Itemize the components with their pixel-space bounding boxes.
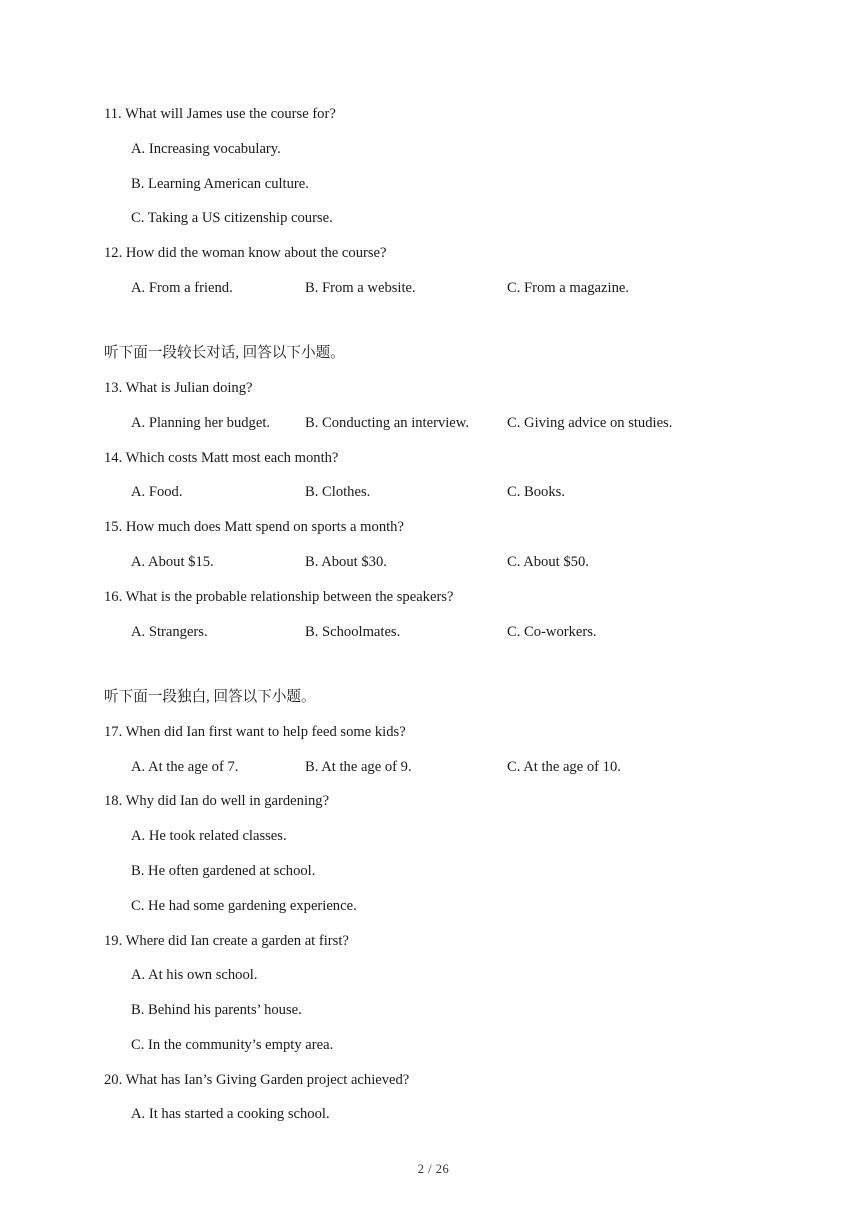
question-19-option-a: A. At his own school. (131, 967, 258, 983)
question-20-stem: 20. What has Ian’s Giving Garden project achieved? (104, 1072, 410, 1088)
question-12-option-c: C. From a magazine. (507, 280, 629, 296)
page-number: 2 / 26 (417, 1162, 450, 1176)
question-17-option-a: A. At the age of 7. (131, 759, 239, 775)
question-11-stem: 11. What will James use the course for? (104, 106, 336, 122)
section-instruction-dialogue: 听下面一段较长对话, 回答以下小题。 (104, 345, 345, 361)
question-14-option-b: B. Clothes. (305, 484, 371, 500)
question-12-option-b: B. From a website. (305, 280, 416, 296)
question-16-option-c: C. Co-workers. (507, 624, 597, 640)
question-12-option-a: A. From a friend. (131, 280, 233, 296)
question-17-option-b: B. At the age of 9. (305, 759, 412, 775)
question-16-option-a: A. Strangers. (131, 624, 208, 640)
question-16-stem: 16. What is the probable relationship between the speakers? (104, 589, 454, 605)
question-11-option-c: C. Taking a US citizenship course. (131, 210, 333, 226)
question-16-option-b: B. Schoolmates. (305, 624, 401, 640)
question-13-option-c: C. Giving advice on studies. (507, 415, 673, 431)
question-12-stem: 12. How did the woman know about the course? (104, 245, 387, 261)
question-15-stem: 15. How much does Matt spend on sports a month? (104, 519, 404, 535)
question-14-option-c: C. Books. (507, 484, 565, 500)
question-20-option-a: A. It has started a cooking school. (131, 1106, 330, 1122)
question-15-option-c: C. About $50. (507, 554, 589, 570)
question-18-option-b: B. He often gardened at school. (131, 863, 316, 879)
question-17-stem: 17. When did Ian first want to help feed some kids? (104, 724, 406, 740)
question-13-stem: 13. What is Julian doing? (104, 380, 253, 396)
section-instruction-monologue: 听下面一段独白, 回答以下小题。 (104, 689, 316, 705)
question-13-option-b: B. Conducting an interview. (305, 415, 470, 431)
question-18-option-a: A. He took related classes. (131, 828, 287, 844)
question-13-option-a: A. Planning her budget. (131, 415, 271, 431)
question-15-option-a: A. About $15. (131, 554, 214, 570)
question-19-option-c: C. In the community’s empty area. (131, 1037, 334, 1053)
question-11-option-a: A. Increasing vocabulary. (131, 141, 281, 157)
question-19-option-b: B. Behind his parents’ house. (131, 1002, 302, 1018)
question-14-stem: 14. Which costs Matt most each month? (104, 450, 339, 466)
question-11-option-b: B. Learning American culture. (131, 176, 309, 192)
question-14-option-a: A. Food. (131, 484, 183, 500)
question-15-option-b: B. About $30. (305, 554, 387, 570)
question-18-option-c: C. He had some gardening experience. (131, 898, 357, 914)
question-19-stem: 19. Where did Ian create a garden at first? (104, 933, 349, 949)
question-17-option-c: C. At the age of 10. (507, 759, 621, 775)
question-18-stem: 18. Why did Ian do well in gardening? (104, 793, 330, 809)
